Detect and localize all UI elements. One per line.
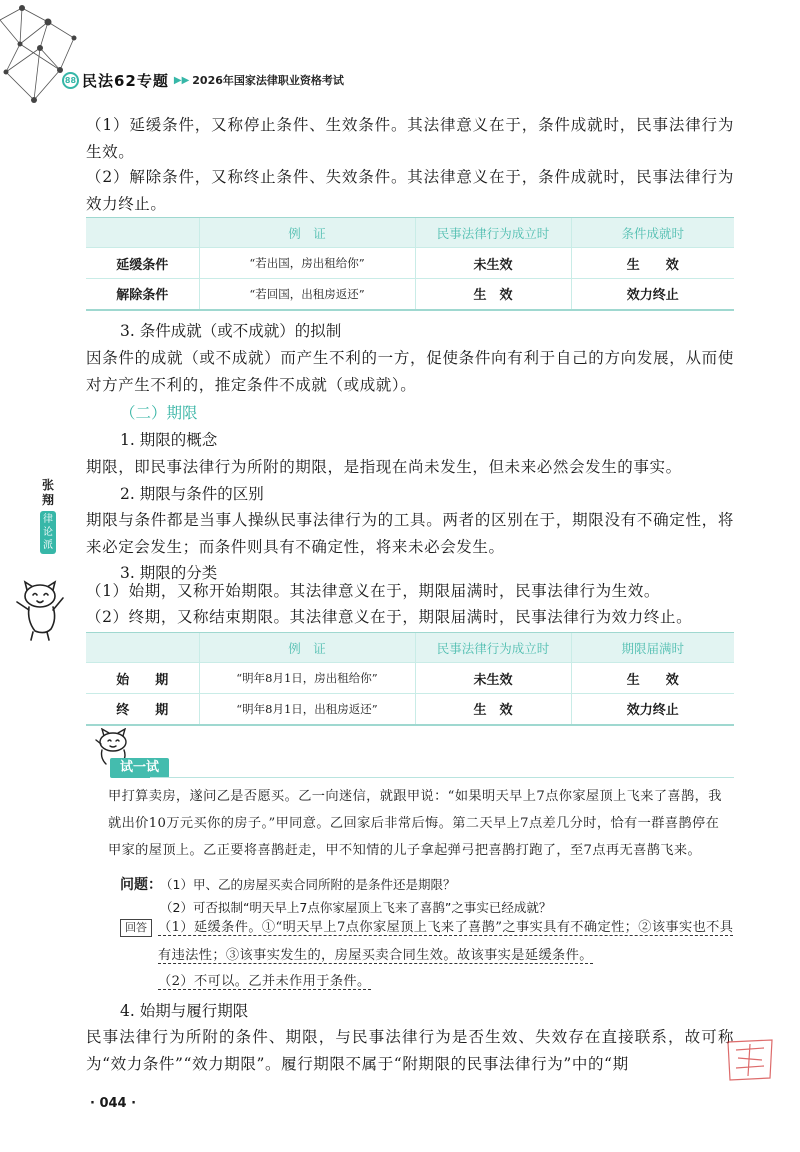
table-cell: 生 效 [571, 248, 734, 279]
table-cell: 生 效 [571, 663, 734, 694]
table-header-cell: 民事法律行为成立时 [415, 633, 571, 663]
paragraph-performance-term: 民事法律行为所附的条件、期限，与民事法律行为是否生效、失效存在直接联系，故可称为“效力条件”“效力期限”。履行期限不属于“附期限的民事法律行为”中的“期 [86, 1028, 734, 1073]
table-header-row [86, 218, 734, 248]
paragraph-cancel-condition: （2）解除条件，又称终止条件、失效条件。其法律意义在于，条件成就时，民事法律行为效力终止。 [86, 168, 734, 213]
author-name-char: 张 [41, 478, 54, 492]
paragraph-start-term: （1）始期，又称开始期限。其法律意义在于，期限届满时，民事法律行为生效。 [86, 582, 660, 600]
brand-char: 论 [43, 527, 53, 538]
table-header-cell: 民事法律行为成立时 [415, 218, 571, 248]
table-cell: 终 期 [86, 694, 199, 725]
author-name-char: 翔 [41, 493, 54, 507]
table-header-cell: 例 证 [199, 633, 415, 663]
table-cell: 效力终止 [571, 279, 734, 310]
exam-title: 2026年国家法律职业资格考试 [192, 74, 344, 87]
table-cell: 始 期 [86, 663, 199, 694]
table-cell: “若回国，出租房返还” [199, 279, 415, 310]
section-heading: 3. 条件成就（或不成就）的拟制 [120, 322, 342, 340]
network-decoration-icon [0, 0, 80, 110]
try-it-label: 试一试 [110, 758, 169, 778]
chapter-badge: 88 [62, 72, 79, 89]
answer-label: 回答 [120, 919, 152, 937]
question-item: （2）可否拟制“明天早上7点你家屋顶上飞来了喜鹊”之事实已经成就？ [160, 900, 552, 915]
table-header-cell: 例 证 [199, 218, 415, 248]
condition-table [86, 217, 734, 311]
paragraph-end-term: （2）终期，又称结束期限。其法律意义在于，期限届满时，民事法律行为效力终止。 [86, 608, 693, 626]
table-row [86, 694, 734, 725]
table-header-cell [86, 633, 199, 663]
cat-mascot-icon [13, 580, 67, 642]
paragraph-fiction: 因条件的成就（或不成就）而产生不利的一方，促使条件向有利于自己的方向发展，从而使对方产生不利的，推定条件不成就（或成就）。 [86, 349, 734, 394]
table-cell: 生 效 [415, 694, 571, 725]
table-header-row [86, 633, 734, 663]
table-row [86, 279, 734, 310]
answer-text: （1）延缓条件。①“明天早上7点你家屋顶上飞来了喜鹊”之事实具有不确定性；②该事实也不具有违法性；③该事实发生的，房屋买卖合同生效。故该事实是延缓条件。 [158, 920, 734, 963]
book-title: 民法62专题 [82, 71, 169, 90]
brand-label [40, 511, 56, 554]
table-cell: 延缓条件 [86, 248, 199, 279]
table-cell: “明年8月1日，房出租给你” [199, 663, 415, 694]
running-header [62, 68, 344, 92]
brand-char: 派 [43, 540, 53, 551]
table-header-cell: 期限届满时 [571, 633, 734, 663]
section-heading: 1. 期限的概念 [120, 431, 218, 449]
divider [150, 777, 734, 778]
table-header-cell [86, 218, 199, 248]
table-cell: 未生效 [415, 248, 571, 279]
section-heading: 4. 始期与履行期限 [120, 1002, 249, 1020]
brand-char: 律 [43, 514, 53, 525]
paragraph-term-vs-condition: 期限与条件都是当事人操纵民事法律行为的工具。两者的区别在于，期限没有不确定性，将来必定会发生；而条件则具有不确定性，将来未必会发生。 [86, 511, 734, 556]
question-label: 问题： [120, 877, 162, 893]
table-row [86, 663, 734, 694]
table-cell: “明年8月1日，出租房返还” [199, 694, 415, 725]
table-cell: “若出国，房出租给你” [199, 248, 415, 279]
section-heading: 3. 期限的分类 [120, 564, 218, 582]
table-cell: 生 效 [415, 279, 571, 310]
page-number: · 044 · [90, 1096, 137, 1111]
answer-item [158, 914, 734, 970]
red-seal-stamp-icon [722, 1034, 778, 1084]
paragraph-delay-condition: （1）延缓条件，又称停止条件、生效条件。其法律意义在于，条件成就时，民事法律行为生效。 [86, 116, 734, 161]
section-heading-term: （二）期限 [120, 404, 198, 422]
table-cell: 未生效 [415, 663, 571, 694]
side-tab [36, 478, 60, 554]
table-header-cell: 条件成就时 [571, 218, 734, 248]
answer-text: （2）不可以。乙并未作用于条件。 [158, 974, 371, 989]
table-cell: 效力终止 [571, 694, 734, 725]
section-heading: 2. 期限与条件的区别 [120, 485, 264, 503]
header-arrow-icon: ▶▶ [173, 74, 190, 86]
term-table [86, 632, 734, 726]
answer-item [158, 968, 734, 996]
table-row [86, 248, 734, 279]
case-text: 甲打算卖房，遂问乙是否愿买。乙一向迷信，就跟甲说：“如果明天早上7点你家屋顶上飞来了喜鹊，我就出价10万元买你的房子。”甲同意。乙回家后非常后悔。第二天早上7点差几分时，恰有一群喜鹊停在甲家的屋顶上。乙正要将喜鹊赶走，甲不知情的儿子拿起弹弓把喜鹊打跑了，至7点再无喜鹊飞来。 [108, 789, 722, 858]
table-cell: 解除条件 [86, 279, 199, 310]
question-item: （1）甲、乙的房屋买卖合同所附的是条件还是期限？ [160, 877, 456, 892]
paragraph-term-concept: 期限，即民事法律行为所附的期限，是指现在尚未发生，但未来必然会发生的事实。 [86, 458, 682, 476]
